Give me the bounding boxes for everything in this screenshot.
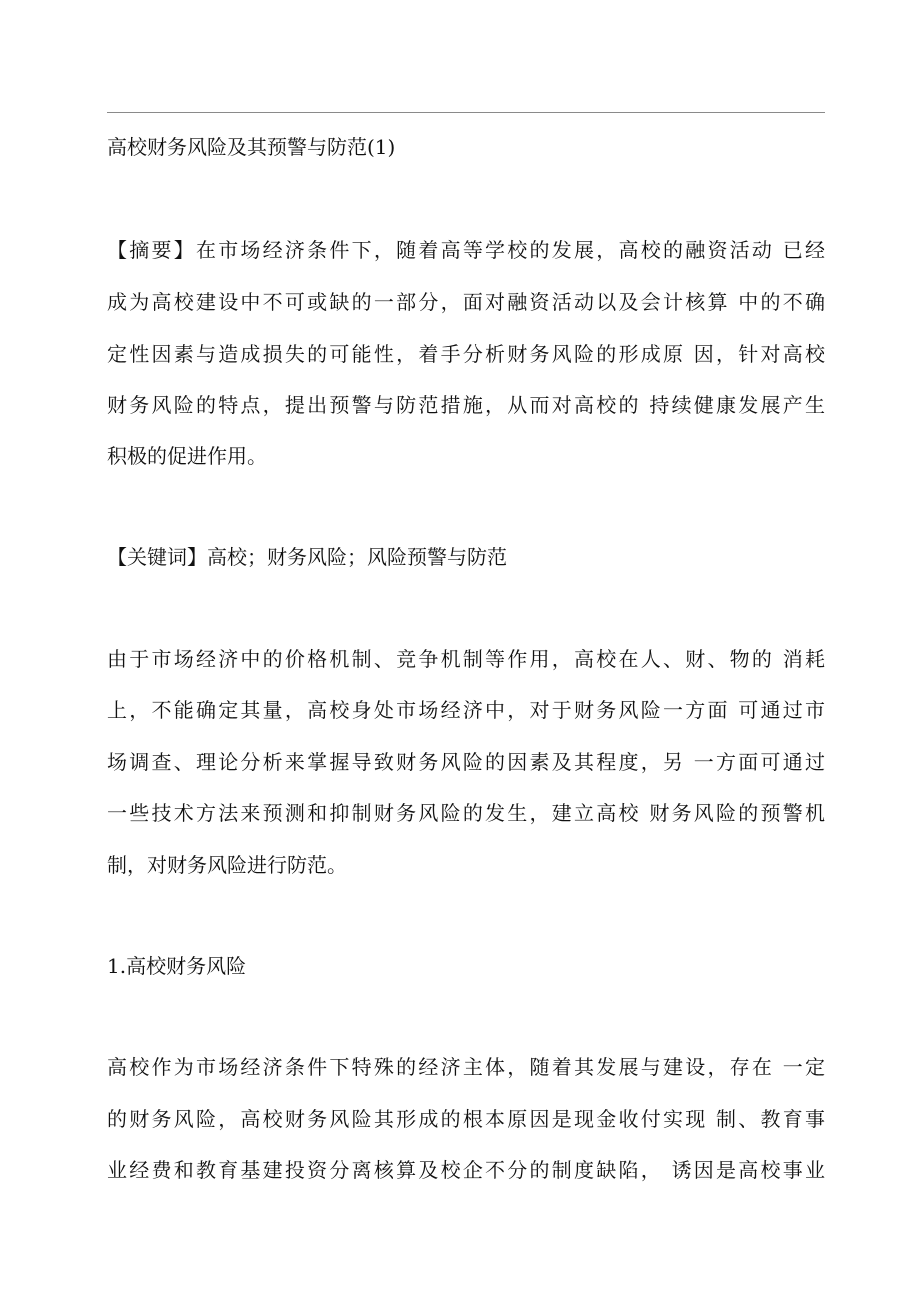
intro-line: 场调查、理论分析来掌握导致财务风险的因素及其程度，另 一方面可通过 [107, 750, 825, 774]
intro-line: 上，不能确定其量，高校身处市场经济中，对于财务风险一方面 可通过市 [107, 698, 825, 722]
section-paragraph-line: 高校作为市场经济条件下特殊的经济主体，随着其发展与建设，存在 一定 [107, 1055, 825, 1079]
intro-line: 制，对财务风险进行防范。 [107, 853, 347, 877]
abstract-line: 成为高校建设中不可或缺的一部分，面对融资活动以及会计核算 中的不确 [107, 290, 825, 314]
section-paragraph-line: 的财务风险，高校财务风险其形成的根本原因是现金收付实现 制、教育事 [107, 1107, 825, 1131]
abstract-line: 财务风险的特点，提出预警与防范措施，从而对高校的 持续健康发展产生 [107, 393, 825, 417]
abstract-line: 定性因素与造成损失的可能性，着手分析财务风险的形成原 因，针对高校 [107, 342, 825, 366]
abstract-line: 积极的促进作用。 [107, 444, 267, 468]
section-paragraph-line: 业经费和教育基建投资分离核算及校企不分的制度缺陷， 诱因是高校事业 [107, 1158, 825, 1182]
section-heading: 1.高校财务风险 [107, 954, 247, 978]
intro-line: 一些技术方法来预测和抑制财务风险的发生，建立高校 财务风险的预警机 [107, 801, 825, 825]
keywords: 【关键词】高校；财务风险；风险预警与防范 [107, 545, 507, 569]
abstract-line: 【摘要】在市场经济条件下，随着高等学校的发展，高校的融资活动 已经 [107, 238, 825, 262]
document-title: 高校财务风险及其预警与防范(1) [107, 135, 396, 159]
header-divider [107, 112, 825, 113]
intro-line: 由于市场经济中的价格机制、竞争机制等作用，高校在人、财、物的 消耗 [107, 647, 825, 671]
